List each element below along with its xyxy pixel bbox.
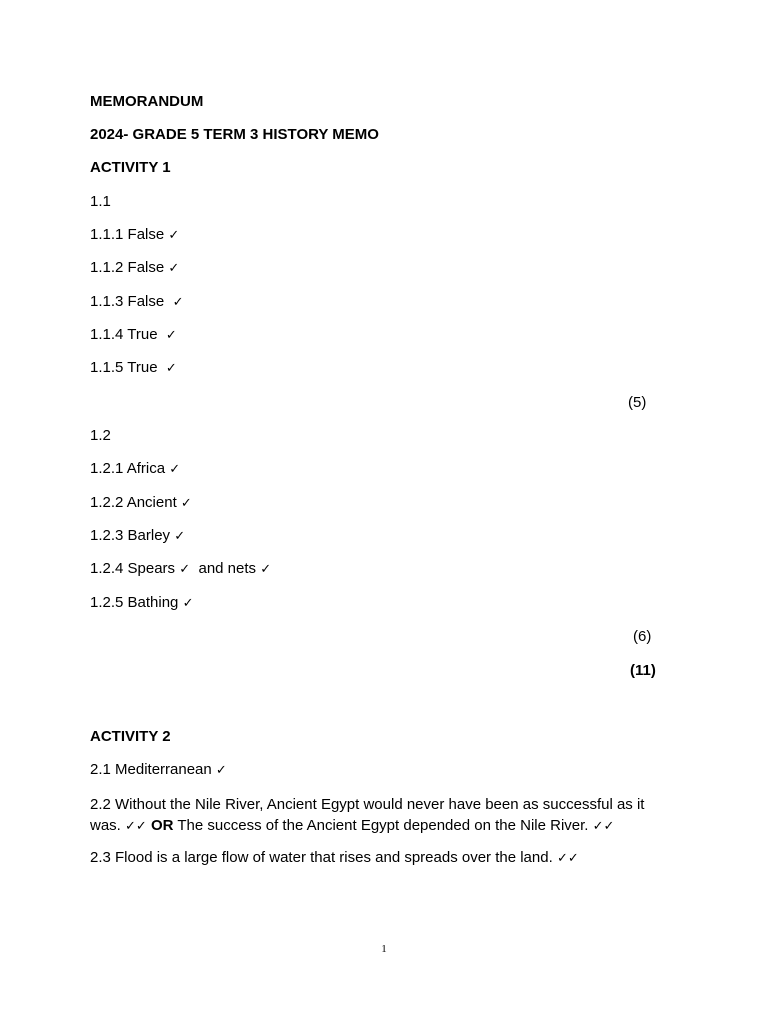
answer-1-2-1 bbox=[90, 460, 180, 479]
tick-mark: ✓ bbox=[168, 261, 180, 276]
answer-1-1-1 bbox=[90, 226, 179, 245]
answer-alt-text: The success of the Ancient Egypt depended on the Nile River. bbox=[177, 817, 589, 834]
tick-mark: ✓ bbox=[169, 462, 181, 477]
tick-mark: ✓ bbox=[215, 763, 227, 778]
answer-text: 1.2.2 Ancient bbox=[90, 494, 177, 511]
tick-mark: ✓ bbox=[179, 562, 191, 577]
answer-text: 1.1.4 True bbox=[90, 326, 158, 343]
answer-extra-text: and nets bbox=[198, 560, 257, 577]
answer-text: 1.2.3 Barley bbox=[90, 527, 171, 544]
tick-mark: ✓ bbox=[260, 562, 272, 577]
answer-text: 1.1.5 True bbox=[90, 359, 158, 376]
answer-text: 1.2.4 Spears bbox=[90, 560, 176, 577]
subtotal-1-1: (5) bbox=[628, 394, 647, 411]
question-1-1-label: 1.1 bbox=[90, 193, 111, 210]
answer-2-1 bbox=[90, 761, 227, 780]
answer-1-1-5 bbox=[90, 359, 177, 378]
tick-mark: ✓ bbox=[172, 295, 184, 310]
question-1-2-label: 1.2 bbox=[90, 427, 111, 444]
tick-mark: ✓ bbox=[182, 596, 194, 611]
answer-1-2-5 bbox=[90, 594, 193, 613]
answer-text: 1.1.3 False bbox=[90, 293, 165, 310]
tick-mark: ✓✓ bbox=[556, 851, 579, 866]
subtotal-1-2: (6) bbox=[633, 628, 652, 645]
answer-text: 2.1 Mediterranean bbox=[90, 761, 212, 778]
activity1-total: (11) bbox=[630, 662, 656, 679]
tick-mark: ✓ bbox=[174, 529, 186, 544]
answer-1-1-2 bbox=[90, 259, 179, 278]
answer-2-3 bbox=[90, 849, 579, 868]
tick-mark: ✓ bbox=[168, 228, 180, 243]
memo-subtitle: 2024- GRADE 5 TERM 3 HISTORY MEMO bbox=[90, 126, 379, 143]
activity1-heading: ACTIVITY 1 bbox=[90, 159, 171, 176]
answer-1-1-4 bbox=[90, 326, 177, 345]
answer-1-2-3 bbox=[90, 527, 185, 546]
page-number: 1 bbox=[381, 943, 387, 955]
answer-1-1-3 bbox=[90, 293, 183, 312]
tick-mark: ✓ bbox=[165, 328, 177, 343]
answer-2-2 bbox=[90, 794, 670, 837]
tick-mark: ✓ bbox=[165, 361, 177, 376]
or-connector: OR bbox=[150, 817, 174, 834]
answer-text: 2.2 Without the Nile River, Ancient Egypt would never have been as successful as it was. bbox=[90, 796, 645, 834]
answer-text: 1.2.5 Bathing bbox=[90, 594, 179, 611]
activity2-heading: ACTIVITY 2 bbox=[90, 728, 171, 745]
answer-text: 1.1.1 False bbox=[90, 226, 165, 243]
tick-mark: ✓ bbox=[180, 496, 192, 511]
answer-text: 2.3 Flood is a large flow of water that rises and spreads over the land. bbox=[90, 849, 553, 866]
tick-mark: ✓✓ bbox=[592, 819, 615, 834]
memo-title: MEMORANDUM bbox=[90, 93, 204, 110]
tick-mark: ✓✓ bbox=[125, 819, 147, 834]
answer-1-2-2 bbox=[90, 494, 192, 513]
answer-1-2-4 bbox=[90, 560, 271, 579]
answer-text: 1.1.2 False bbox=[90, 259, 165, 276]
answer-text: 1.2.1 Africa bbox=[90, 460, 166, 477]
